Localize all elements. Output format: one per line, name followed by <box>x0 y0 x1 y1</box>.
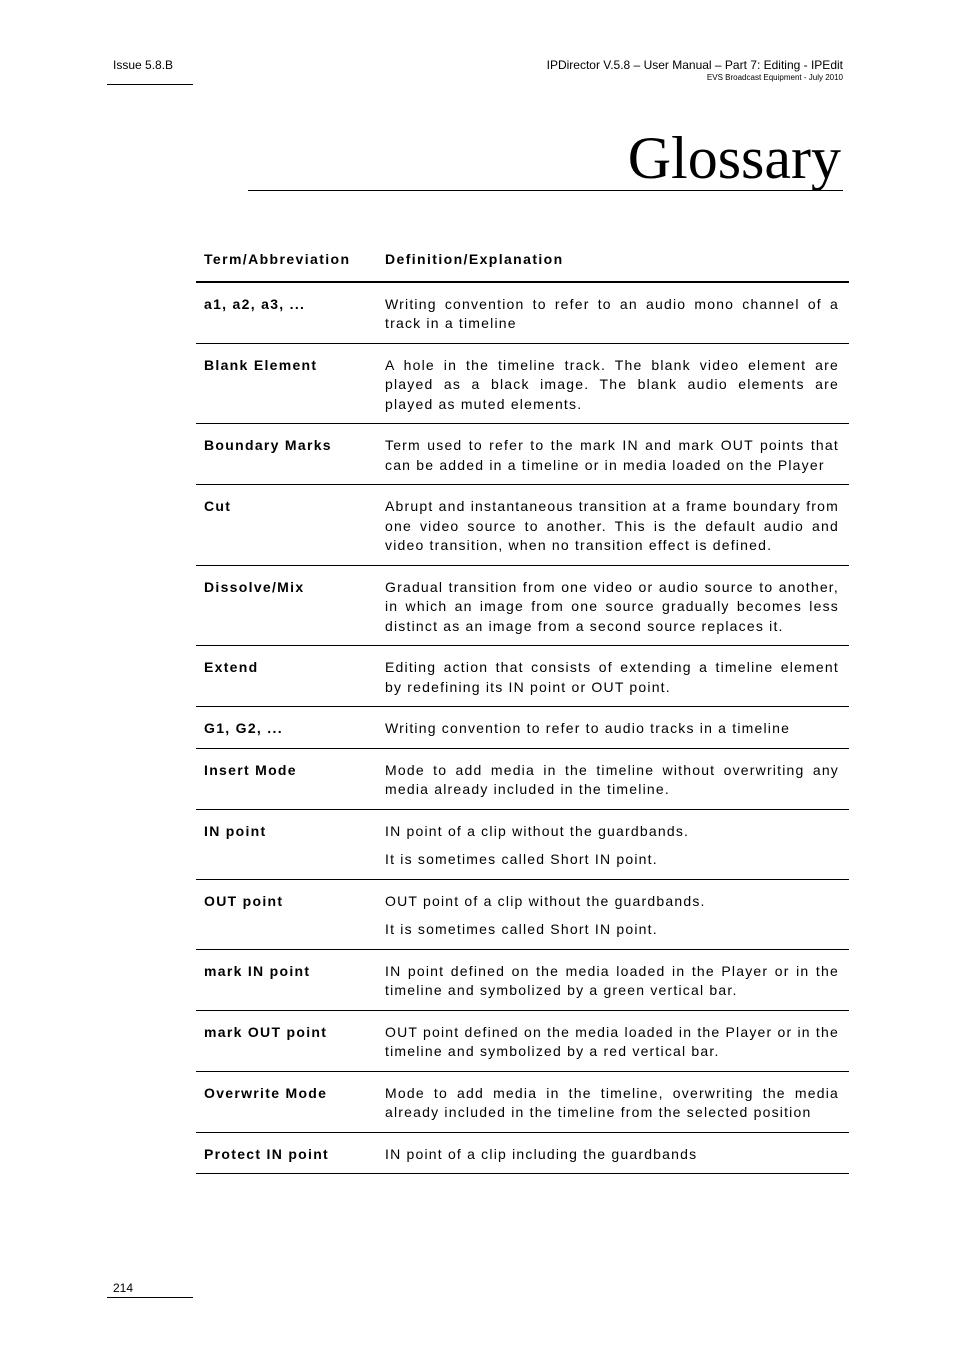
definition-paragraph: Mode to add media in the timeline, overwriting the media already included in the timeline from the selected position <box>385 1084 839 1120</box>
table-body <box>196 283 849 1175</box>
table-row <box>196 950 849 1011</box>
table-row <box>196 1072 849 1133</box>
definition-paragraph: Term used to refer to the mark IN and mark OUT points that can be added in a timeline or in media loaded on the Player <box>385 437 839 473</box>
glossary-term: Cut <box>204 498 232 514</box>
definition-paragraph: Writing convention to refer to an audio mono channel of a track in a timeline <box>385 295 839 331</box>
glossary-term: Blank Element <box>204 356 318 373</box>
title-divider <box>248 190 843 191</box>
glossary-term: mark OUT point <box>204 1023 328 1040</box>
table-row <box>196 646 849 707</box>
glossary-term: Overwrite Mode <box>204 1084 328 1101</box>
glossary-term: Dissolve/Mix <box>204 578 305 595</box>
definition-paragraph: It is sometimes called Short IN point. <box>385 921 658 937</box>
glossary-term: Extend <box>204 659 259 675</box>
definition-paragraph: It is sometimes called Short IN point. <box>385 851 658 867</box>
table-header-row <box>196 240 849 283</box>
glossary-definition <box>385 497 849 556</box>
glossary-table <box>196 240 849 1174</box>
table-row <box>196 566 849 647</box>
definition-paragraph: Abrupt and instantaneous transition at a frame boundary from one video source to another. This is the default audio and video transition, when no transition effect is defined. <box>385 498 839 553</box>
table-row <box>196 880 849 950</box>
issue-label: Issue 5.8.B <box>113 58 174 72</box>
page-number: 214 <box>113 1281 134 1295</box>
table-row <box>196 749 849 810</box>
table-row <box>196 810 849 880</box>
glossary-definition <box>385 1023 849 1062</box>
definition-paragraph: Writing convention to refer to audio tracks in a timeline <box>385 720 791 736</box>
glossary-definition <box>385 892 849 940</box>
table-row <box>196 283 849 344</box>
company-date: EVS Broadcast Equipment - July 2010 <box>706 73 843 82</box>
glossary-term: Protect IN point <box>204 1145 330 1162</box>
glossary-definition <box>385 356 849 415</box>
document-header <box>547 57 843 83</box>
table-row <box>196 707 849 749</box>
glossary-definition <box>385 761 849 800</box>
definition-paragraph: IN point of a clip without the guardbands. <box>385 822 690 839</box>
glossary-term: mark IN point <box>204 962 311 979</box>
manual-title: IPDirector V.5.8 – User Manual – Part 7: Editing - IPEdit <box>546 58 843 72</box>
table-row <box>196 485 849 566</box>
glossary-term: G1, G2, ... <box>204 720 283 736</box>
footer-divider <box>107 1297 193 1298</box>
column-header-definition: Definition/Explanation <box>385 251 564 267</box>
table-row <box>196 424 849 485</box>
definition-paragraph: A hole in the timeline track. The blank video element are played as a black image. The blank audio elements are played as muted elements. <box>385 356 839 412</box>
glossary-definition <box>385 962 849 1001</box>
definition-paragraph: Editing action that consists of extending a timeline element by redefining its IN point or OUT point. <box>385 659 839 695</box>
glossary-definition <box>385 436 849 475</box>
definition-paragraph: Mode to add media in the timeline without overwriting any media already included in the timeline. <box>385 761 839 797</box>
header-left-divider <box>107 84 193 85</box>
glossary-definition <box>385 1145 849 1165</box>
glossary-definition <box>385 658 849 697</box>
table-row <box>196 344 849 425</box>
glossary-definition <box>385 578 849 637</box>
table-row <box>196 1011 849 1072</box>
definition-paragraph: IN point of a clip including the guardbands <box>385 1145 698 1162</box>
glossary-definition <box>385 1084 849 1123</box>
table-row <box>196 1133 849 1175</box>
definition-paragraph: OUT point of a clip without the guardbands. <box>385 892 706 909</box>
column-header-term: Term/Abbreviation <box>204 251 351 267</box>
page-title: Glossary <box>627 125 841 191</box>
glossary-definition <box>385 822 849 870</box>
definition-paragraph: IN point defined on the media loaded in the Player or in the timeline and symbolized by a green vertical bar. <box>385 962 839 998</box>
glossary-term: a1, a2, a3, ... <box>204 295 306 312</box>
glossary-term: IN point <box>204 822 267 839</box>
definition-paragraph: Gradual transition from one video or audio source to another, in which an image from one source gradually becomes less distinct as an image from a second source replaces it. <box>385 578 839 634</box>
definition-paragraph: OUT point defined on the media loaded in the Player or in the timeline and symbolized by a red vertical bar. <box>385 1023 839 1059</box>
glossary-term: Insert Mode <box>204 761 297 778</box>
glossary-definition <box>385 295 849 334</box>
glossary-term: Boundary Marks <box>204 437 332 453</box>
glossary-term: OUT point <box>204 892 284 909</box>
glossary-definition <box>385 719 849 739</box>
